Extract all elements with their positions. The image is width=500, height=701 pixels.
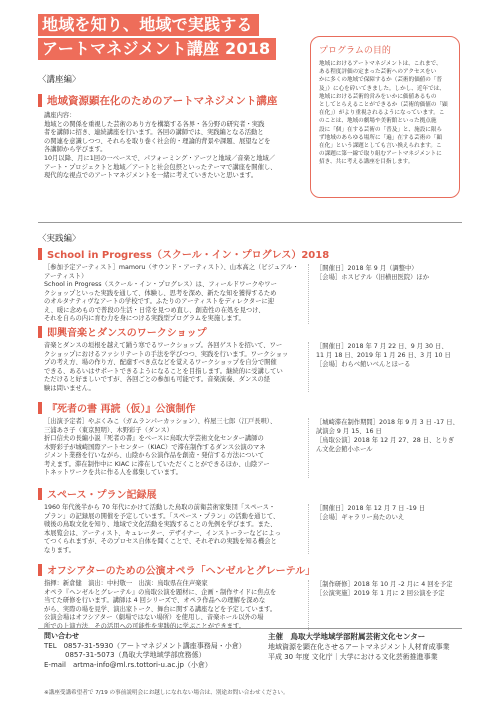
purpose-line: ず地域のあらゆる場所に「遍」在する芸術の「顕 (319, 134, 443, 141)
description-line: ［出演予定者］やぶくみこ（ガムランパーカッション）、杵屋三七郎（江戸長唄）、 (44, 418, 277, 425)
grant-line: 平成 30 年度 文化庁｜大学における文化芸術推進事業 (268, 653, 438, 661)
description-line: ［参加予定アーティスト］mamoru（サウンド・アーティスト）、山本高之（ビジュアル・ (44, 264, 299, 271)
lecture-line: 者を講師に招き、連続講座を行います。各回の講師では、実践編となる活動と (44, 129, 264, 137)
section-improv-workshop (38, 324, 462, 390)
program-line: 地域資源を顕在化させるアートマネジメント人材育成事業 (268, 643, 450, 651)
purpose-line: 在化」という課題としても言い換えられます。こ (319, 143, 442, 150)
detail-line: ［会場］わらべ館いべんとほーる (316, 361, 411, 368)
organizer-info (268, 632, 450, 662)
practice-tag: 〈実践編〉 (38, 234, 81, 244)
description-line: ジメント業務を行いながら、山陰から公演作品を創造・発信する方法について (44, 452, 265, 459)
dotted-separator (308, 418, 313, 478)
section-title: 即興音楽とダンスのワークショップ (47, 328, 207, 339)
purpose-line: 地域における芸術的営みをいかに価値あるもの (319, 93, 437, 100)
description-line: オペラ『ヘンゼルとグレーテル』の鳥取公演を題材に、企画・制作サイドに焦点を (44, 588, 277, 596)
section-opera (38, 562, 462, 630)
lecture-line: アート・プロジェクトと地域／アートと社会包摂といったテーマで講座を開催し、 (44, 163, 277, 171)
description-line: え、暖に念めもので普段の生活・日常を見つめ直し、創造性の在処を見つけ、 (44, 306, 265, 314)
section-school-in-progress (38, 246, 462, 322)
description-line: 公演会場はオフシアター（劇場ではない場所）を使用し、音楽ホール以外の場 (44, 614, 264, 621)
section-space-plan (38, 486, 462, 552)
purpose-line: 在化」）がより重視されるようになっています。こ (319, 110, 445, 117)
description-line: のオルタナティヴなアートの学校です。ふたりのアーティストをディレクターに迎 (44, 298, 275, 305)
detail-line: ん文化会館小ホール (316, 446, 373, 453)
detail-line: ［鳥取公演］2018 年 12 月 27、28 日、とりぎ (316, 437, 455, 444)
detail-line: ［開催日］2018 年 12 月 7 日 -19 日 (316, 505, 426, 512)
purpose-line: 及」）に心を砕いてきました。しかし、近年では、 (319, 85, 445, 92)
title-line-1: 地域を知り、地域で実践する (38, 14, 259, 36)
section-heading (38, 562, 462, 577)
purpose-title: プログラムの目的 (319, 46, 391, 56)
description-line: プの考え方、場の作り方、配慮すべき点などを覚えるワークショップを自分で開催 (44, 359, 277, 366)
heading-bar (38, 488, 42, 500)
description-line: なります。 (44, 546, 75, 554)
description-line: クショップにおけるファシリテートの手法を学びつつ、実践を行います。ワークショッ (44, 350, 289, 358)
dotted-separator (308, 342, 313, 392)
description-line: てつくられますが、そのプロセス自体を聞くことで、それぞれの実践を知る機会と (44, 538, 277, 545)
description-line: 本展覧会は、アーティスト、キュレーター、デザイナー、インストーラーなどによっ (44, 529, 281, 537)
description-line: クショップといった実践を通して、体験し、思考を深め、新たな知を獲得するため (44, 289, 277, 297)
title-line-2: アートマネジメント講座 2018 (38, 38, 276, 60)
section-heading (38, 486, 462, 501)
section-divider (38, 222, 462, 223)
purpose-line: の課題に第一線で取り組むアートマネジメントに (319, 151, 442, 158)
description-line: アーティスト） (44, 272, 88, 280)
footer-divider (38, 628, 462, 629)
section-details (316, 580, 462, 598)
description-line: プラン」の記録展の開催を予定しています。「スペース・プラン」の活動を通じて、 (44, 512, 280, 520)
heading-bar (38, 94, 42, 107)
section-heading (38, 324, 462, 339)
description-line: 当てた研修を行います。講師は 4 回シリーズで、オペラ作品への理解を深めな (44, 597, 266, 604)
dotted-separator (308, 580, 313, 630)
heading-bar (38, 326, 42, 338)
detail-line: ［城崎滞在制作期間］2018 年 9 月 3 日 -17 日、 (316, 419, 459, 426)
detail-line: ［開催日］2018 年 9 月（調整中） (316, 265, 418, 272)
description-line: がら、実際の場を見学、演出家トーク、舞台に関する講座などを予定しています。 (44, 605, 277, 613)
footer (0, 628, 500, 701)
description-line: 1960 年代後半から 70 年代にかけて活動した鳥取の前衛芸術家集団「スペース・ (44, 504, 276, 511)
section-title: School in Progress（スクール・イン・プログレス）2018 (47, 250, 330, 261)
description-line: できる、あるいはサポートできるようになることを目指します。継続的に受講してい (44, 367, 283, 375)
section-details (316, 504, 462, 522)
purpose-line: 地域におけるアートマネジメントは、これまで、 (319, 61, 442, 67)
purpose-body (319, 60, 451, 167)
organizer-line (268, 632, 450, 642)
detail-line: ［開催日］2018 年 7 月 22 日、9 月 30 日、 (316, 343, 448, 350)
contact-email[interactable]: E-mail artma-info@ml.rs.tottori-u.ac.jp（小倉） (44, 660, 212, 669)
detail-line: ［制作研修］2018 年 10 月 -2 月に 4 回を予定 (316, 581, 453, 588)
section-title: 『死者の書 再読（仮）』公演制作 (47, 404, 196, 415)
description-line: 所での上演方法、その活用への可能性を実践的に学ぶことができます。 (44, 622, 245, 630)
purpose-line: のことは、地域の劇場や美術館といった拠点施 (319, 118, 437, 125)
detail-line: ［公演実施］2019 年 1 月に 2 回公演を予定 (316, 590, 445, 597)
purpose-box (310, 36, 460, 198)
organizer-label: 主催 (268, 632, 283, 641)
purpose-line: 招き、共に考える講座を目指します。 (319, 159, 414, 166)
contact-tel-2: 0857-31-5073（鳥取大学地域学部庶務係） (44, 651, 206, 660)
lecture-tag: 〈講座編〉 (38, 75, 81, 85)
section-details (316, 264, 462, 282)
description-line: トネットワークを共に作る人を募集しています。 (44, 469, 182, 476)
lecture-line: の関連を意識しつつ、それらを取り巻く社会的・理論的背景や課題、展望などを (44, 137, 271, 145)
section-description (44, 580, 312, 631)
section-description (44, 342, 312, 393)
dotted-separator (308, 264, 313, 324)
purpose-line: かに多くの地域で保障するか（芸術的価値の「普 (319, 77, 443, 84)
lecture-heading-text: 地域資源顕在化のためのアートマネジメント講座 (47, 95, 278, 107)
section-heading (38, 246, 462, 261)
dotted-separator (308, 504, 313, 554)
lecture-line: 講座内容： (44, 112, 76, 119)
contact-title: 問い合わせ (44, 632, 79, 640)
description-line: School in Progress（スクール・イン・プログレス）は、フィールドワークやワー (44, 281, 277, 288)
section-description (44, 504, 312, 555)
heading-bar (38, 248, 42, 260)
title-block (38, 14, 276, 62)
section-heading (38, 400, 462, 415)
section-description (44, 264, 312, 324)
description-line: 音楽とダンスの垣根を越えて踊う寒でるワークショップ。各回ゲストを招いて、ワー (44, 342, 283, 349)
description-line: ただけると好ましいですが、各回ごとの参加も可能です。音楽演奏、ダンスの経 (44, 376, 271, 383)
section-description (44, 418, 312, 478)
description-line: 木野彩子が城崎国際アートセンター（KIAC）で滞在制作するダンス公演のマネ (44, 443, 266, 451)
detail-line: 試演会 9 月 15、16 日 (316, 428, 382, 435)
description-line: 験は問いません。 (44, 384, 95, 392)
heading-bar (38, 402, 42, 414)
description-line: 考えます。滞在制作中に KIAC に滞在していただくことができるほか、山陰アー (44, 460, 270, 468)
contact-info (44, 632, 246, 670)
lecture-body (44, 112, 302, 181)
lecture-line: 地域との関係を重視した芸術のあり方を構築する各界・各分野の研究者・実践 (44, 120, 265, 128)
detail-line: 11 月 18 日、2019 年 1 月 26 日、3 月 10 日 (316, 352, 451, 359)
description-line: それを自らの内に育む力を身につける実践型プログラムを実施します。 (44, 315, 245, 322)
section-book-of-the-dead (38, 400, 462, 478)
lecture-line: 現代的な視点でのアートマネジメントを一緒に考えていきたいと思います。 (44, 172, 258, 180)
purpose-line: ある程度評価の定まった芸術へのアクセスをい (319, 69, 437, 76)
purpose-line: 設に「個」在する芸術の「普及」と、施設に限ら (319, 126, 443, 133)
section-details (316, 342, 462, 369)
lecture-heading (38, 93, 277, 108)
footer-note: ※講座受講希望者で 7/19 の事前説明会にお越しになれない場合は、別途お問い合わせください。 (44, 690, 289, 696)
detail-line: ［会場］ギャラリー鳥たのいえ (316, 514, 405, 521)
lecture-line: 10月以降、月に1回の一ベースで、パフォーミング・アーツと地域／音楽と地域／ (44, 154, 276, 162)
description-line: 指揮：新倉健 演出：中村敬一 出演：鳥取県在住声楽家 (44, 580, 208, 587)
description-line: 戦後の鳥取文化を知り、地域で文化活動を実践することの先例を学びます。また、 (44, 521, 277, 528)
organizer-name: 鳥取大学地域学部附属芸術文化センター (290, 632, 426, 641)
section-details (316, 418, 462, 454)
section-title: スペース・プラン記録展 (47, 490, 157, 501)
section-title: オフシアターのための公演オペラ「ヘンゼルとグレーテル」 (47, 566, 316, 577)
contact-tel-1: TEL 0857-31-5930（アートマネジメント講座事務局・小倉） (44, 641, 246, 650)
description-line: 三浦あさ子（東京照明）、木野彩子（ダンス） (44, 426, 173, 434)
detail-line: ［会場］ホスピテル（旧横田医院）ほか (316, 274, 430, 281)
heading-bar (38, 564, 42, 576)
lecture-line: 各講師から学びます。 (44, 146, 107, 154)
description-line: 折口信夫の長編小説『死者の書』をベースに鳥取大学芸術文化センター講師の (44, 435, 264, 442)
purpose-line: としてとらえることができるか（芸術的価値の「顕 (319, 102, 448, 109)
